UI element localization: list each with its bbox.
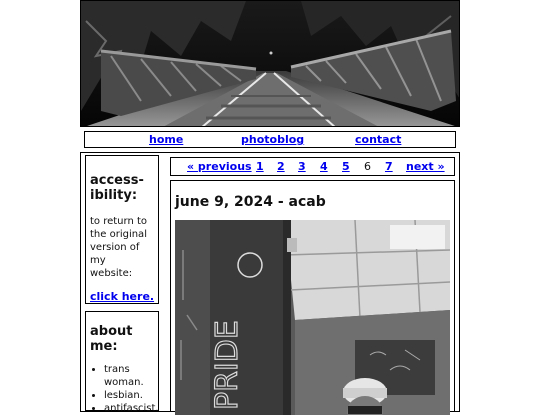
about-title: about me: xyxy=(90,324,133,354)
page-link-5[interactable]: 5 xyxy=(342,160,350,173)
chalk-text: PRIDE xyxy=(210,320,245,410)
accessibility-title-1: access- xyxy=(90,173,144,188)
classroom-photo xyxy=(175,220,450,415)
blog-post xyxy=(170,180,455,412)
main-nav xyxy=(84,131,456,148)
nav-contact-link[interactable]: contact xyxy=(355,133,402,146)
accessibility-title-2: ibility: xyxy=(90,188,138,203)
accessibility-text-1: to return to xyxy=(90,216,148,227)
page-link-1[interactable]: 1 xyxy=(256,160,264,173)
previous-page-link[interactable]: « previous xyxy=(187,160,252,173)
page-link-4[interactable]: 4 xyxy=(320,160,328,173)
accessibility-box xyxy=(85,155,159,304)
about-item-antifascist: • antifascist. xyxy=(104,402,158,415)
about-item-trans: • trans xyxy=(104,363,158,376)
header-photo xyxy=(80,0,460,127)
nav-home-link[interactable]: home xyxy=(149,133,184,146)
about-item-woman: woman. xyxy=(104,377,144,388)
about-box xyxy=(85,311,159,414)
accessibility-text-2: the original xyxy=(90,229,147,240)
next-page-link[interactable]: next » xyxy=(406,160,445,173)
accessibility-text-3: version of my xyxy=(90,242,140,266)
about-list xyxy=(90,363,158,415)
accessibility-text-4: website: xyxy=(90,268,133,279)
page-link-3[interactable]: 3 xyxy=(298,160,306,173)
post-title: june 9, 2024 - acab xyxy=(175,194,326,210)
page-link-7[interactable]: 7 xyxy=(385,160,393,173)
page-link-2[interactable]: 2 xyxy=(277,160,285,173)
nav-photoblog-link[interactable]: photoblog xyxy=(241,133,305,146)
chalk-writing xyxy=(210,320,245,410)
railroad-photo xyxy=(81,1,460,127)
current-page: 6 xyxy=(364,160,371,173)
post-photo xyxy=(175,220,450,415)
page xyxy=(80,0,460,414)
original-website-link[interactable]: click here. xyxy=(90,290,155,303)
pagination xyxy=(170,157,455,176)
about-item-lesbian: • lesbian. xyxy=(104,389,158,402)
